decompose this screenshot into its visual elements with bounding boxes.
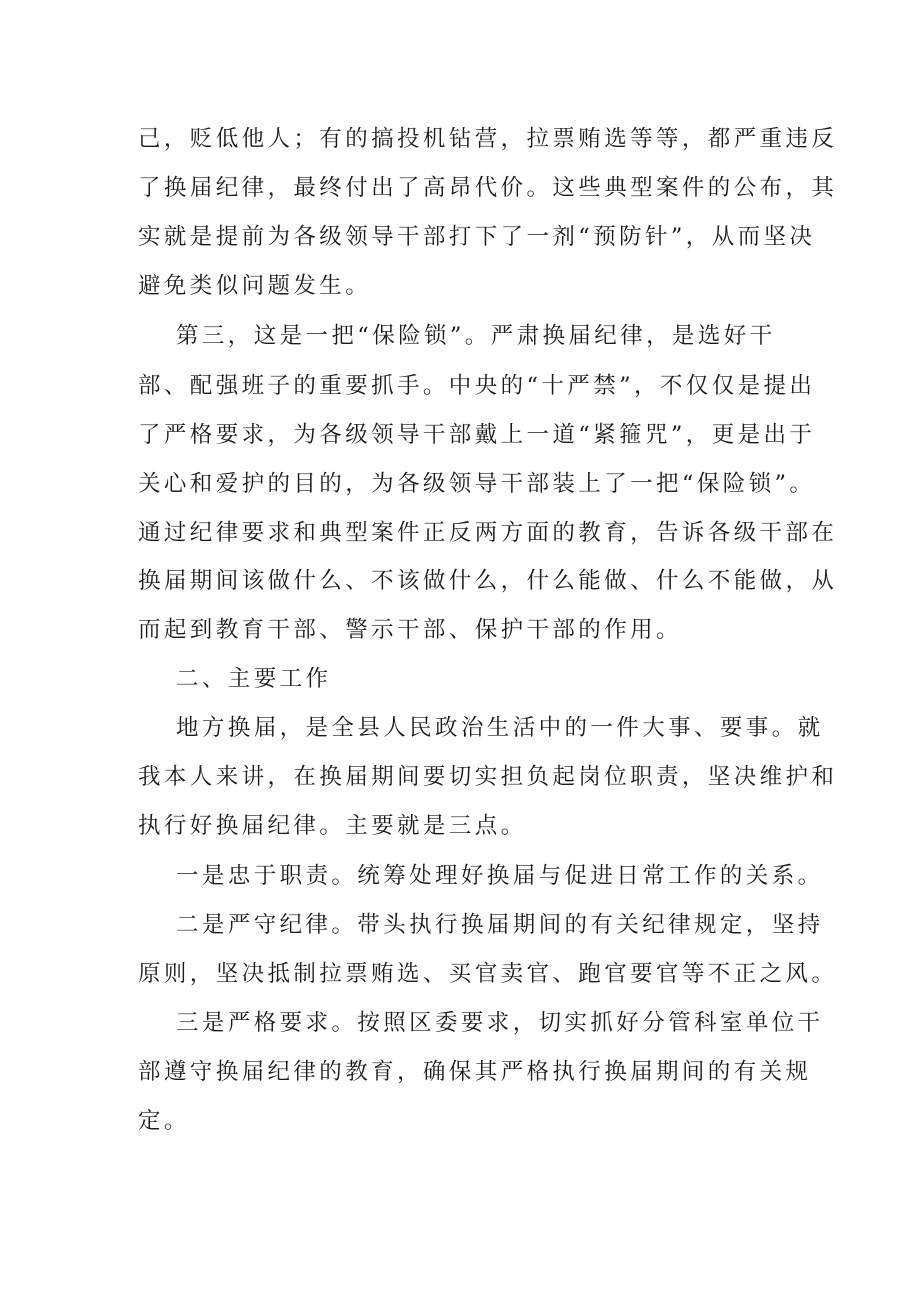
body-text-line: 实就是提前为各级领导干部打下了一剂“预防针”，从而坚决	[138, 224, 816, 250]
body-text-line: 了严格要求，为各级领导干部戴上一道“紧箍咒”，更是出于	[138, 422, 816, 448]
body-text-line: 避免类似问题发生。	[138, 273, 372, 299]
body-text-line: 关心和爱护的目的，为各级领导干部装上了一把“保险锁”。	[138, 471, 816, 497]
body-text-line: 己，贬低他人；有的搞投机钻营，拉票贿选等等，都严重违反	[138, 126, 838, 152]
body-text-line: 原则，坚决抵制拉票贿选、买官卖官、跑官要官等不正之风。	[138, 961, 838, 987]
body-text-line: 通过纪律要求和典型案件正反两方面的教育，告诉各级干部在	[138, 520, 838, 546]
body-text-line: 部、配强班子的重要抓手。中央的“十严禁”，不仅仅是提出	[138, 373, 816, 399]
body-text-line: 部遵守换届纪律的教育，确保其严格执行换届期间的有关规	[138, 1059, 812, 1085]
body-text-line: 了换届纪律，最终付出了高昂代价。这些典型案件的公布，其	[138, 175, 838, 201]
body-text-line: 定。	[138, 1108, 190, 1134]
body-text-line: 执行好换届纪律。主要就是三点。	[138, 813, 527, 839]
paragraph-start-line: 第三，这是一把“保险锁”。严肃换届纪律，是选好干	[176, 323, 776, 349]
body-text-line: 而起到教育干部、警示干部、保护干部的作用。	[138, 617, 682, 643]
section-heading: 二、主要工作	[176, 666, 332, 692]
paragraph-start-line: 三是严格要求。按照区委要求，切实抓好分管科室单位干	[176, 1010, 824, 1036]
body-text-line: 换届期间该做什么、不该做什么，什么能做、什么不能做，从	[138, 568, 838, 594]
paragraph-start-line: 一是忠于职责。统筹处理好换届与促进日常工作的关系。	[176, 863, 824, 889]
paragraph-start-line: 二是严守纪律。带头执行换届期间的有关纪律规定，坚持	[176, 912, 824, 938]
paragraph-start-line: 地方换届，是全县人民政治生活中的一件大事、要事。就	[176, 715, 824, 741]
body-text-line: 我本人来讲，在换届期间要切实担负起岗位职责，坚决维护和	[138, 764, 838, 790]
